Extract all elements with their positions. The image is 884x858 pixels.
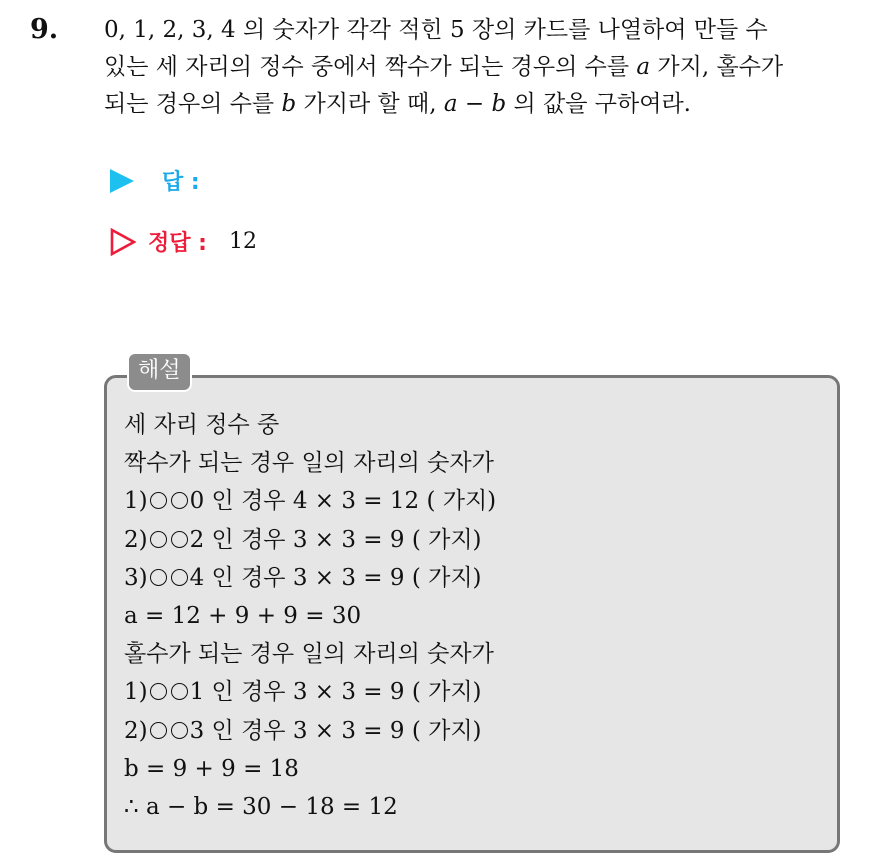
solution-tag: 해설 (127, 352, 192, 392)
answer-label: 답 : (162, 170, 200, 195)
question-line-3: 되는 경우의 수를 b 가지라 할 때, a − b 의 값을 구하여라. (104, 91, 691, 117)
correct-answer-value: 12 (228, 229, 257, 254)
circle-icon (171, 492, 188, 509)
play-triangle-icon (110, 169, 134, 193)
outline-triangle-icon (110, 228, 136, 256)
circle-icon (150, 531, 167, 548)
question-line-2: 있는 세 자리의 정수 중에서 짝수가 되는 경우의 수를 a 가지, 홀수가 (104, 54, 784, 80)
circle-icon (150, 683, 167, 700)
solution-line: 2) 2 인 경우 3 × 3 = 9 ( 가지) (124, 526, 482, 553)
expression-a-minus-b: a − b (443, 91, 507, 117)
solution-line: b = 9 + 9 = 18 (124, 755, 299, 782)
solution-line: 1) 0 인 경우 4 × 3 = 12 ( 가지) (124, 488, 497, 515)
question-number: 9. (30, 14, 59, 45)
correct-answer-label: 정답 : (148, 231, 207, 256)
solution-line: a = 12 + 9 + 9 = 30 (124, 603, 362, 630)
solution-line: 짝수가 되는 경우 일의 자리의 숫자가 (124, 450, 494, 477)
variable-b: b (281, 91, 297, 117)
circle-icon (150, 492, 167, 509)
circle-icon (171, 569, 188, 586)
solution-line: 세 자리 정수 중 (124, 412, 280, 438)
circle-icon (171, 722, 188, 739)
solution-line: 3) 4 인 경우 3 × 3 = 9 ( 가지) (124, 564, 482, 591)
solution-line: 2) 3 인 경우 3 × 3 = 9 ( 가지) (124, 717, 482, 744)
solution-line: ∴ a − b = 30 − 18 = 12 (124, 794, 398, 821)
question-line-1: 0, 1, 2, 3, 4 의 숫자가 각각 적힌 5 장의 카드를 나열하여 만들 수 (104, 17, 768, 43)
circle-icon (150, 722, 167, 739)
solution-line: 1) 1 인 경우 3 × 3 = 9 ( 가지) (124, 679, 482, 706)
correct-answer-row (110, 226, 257, 257)
question-text (104, 12, 874, 123)
solution-line: 홀수가 되는 경우 일의 자리의 숫자가 (124, 641, 494, 668)
solution-text (124, 406, 824, 826)
variable-a: a (636, 54, 651, 80)
circle-icon (150, 569, 167, 586)
circle-icon (171, 531, 188, 548)
circle-icon (171, 683, 188, 700)
answer-row (110, 165, 200, 196)
